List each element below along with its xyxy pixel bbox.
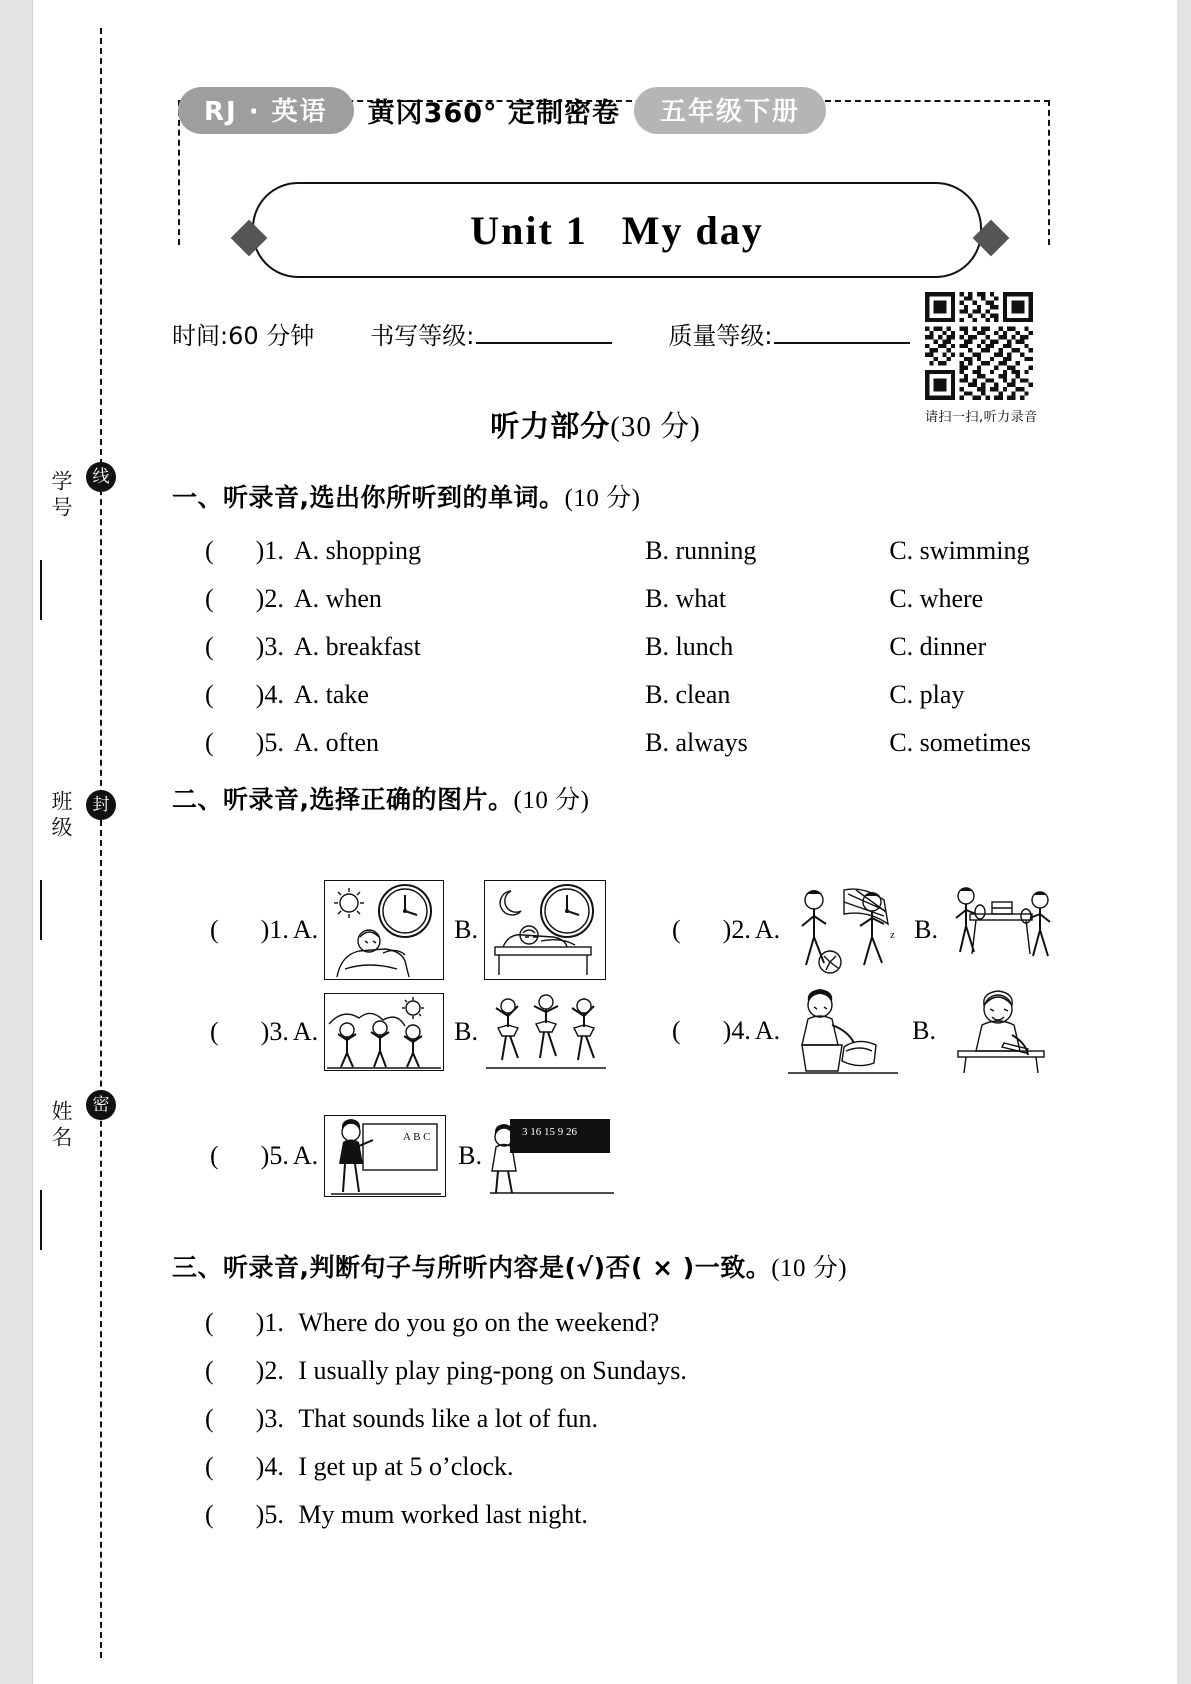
unit-title-main: Unit 1: [470, 207, 588, 253]
option-b-label: B.: [912, 1016, 936, 1045]
writing-grade-label: 书写等级:: [370, 322, 475, 350]
left-margin-strip: [0, 0, 32, 1684]
time-info: 时间:60 分钟: [172, 322, 315, 350]
answer-bracket[interactable]: ( ): [210, 1017, 270, 1046]
listening-part-title: [0, 404, 1191, 445]
sentence-text: Where do you go on the weekend?: [298, 1308, 660, 1337]
question-number: 1.: [264, 1308, 284, 1337]
option-b[interactable]: B. running: [645, 536, 757, 565]
answer-bracket[interactable]: ( ): [205, 1452, 265, 1481]
margin-label-student-id: 学号: [49, 470, 73, 522]
writing-grade-field[interactable]: [370, 316, 612, 351]
qr-code-icon[interactable]: [925, 292, 1033, 400]
brand-title: 黄冈360° 定制密卷: [367, 97, 620, 129]
moon-clock-sleeping-picture[interactable]: [484, 880, 606, 980]
option-c[interactable]: C. where: [889, 584, 984, 613]
question-number: 2.: [731, 915, 751, 944]
option-a-label: A.: [292, 915, 319, 944]
picture-question-2[interactable]: [672, 880, 1064, 980]
margin-label-name: 姓名: [49, 1100, 73, 1152]
sentence-text: I usually play ping-pong on Sundays.: [298, 1356, 687, 1385]
blackboard-numbers-b: 3 16 15 9 26: [521, 1126, 577, 1138]
question-number: 4.: [264, 1452, 284, 1481]
margin-divider-line: [32, 0, 33, 1684]
grade-pill: 五年级下册: [634, 87, 826, 134]
exercise-1-heading-text: 一、听录音,选出你所听到的单词。: [172, 483, 565, 512]
word-choice-row[interactable]: [205, 536, 1065, 584]
question-number: 4.: [731, 1016, 751, 1045]
question-number: 5.: [269, 1141, 289, 1170]
picture-question-5[interactable]: [210, 1115, 618, 1197]
judgement-row[interactable]: [205, 1308, 659, 1338]
answer-bracket[interactable]: ( ): [672, 915, 732, 944]
picture-question-4[interactable]: [672, 985, 1058, 1077]
option-a[interactable]: A. often: [293, 728, 380, 757]
unit-title-sub: My day: [621, 207, 764, 253]
answer-bracket[interactable]: ( ): [672, 1016, 732, 1045]
sunrise-clock-waking-up-picture[interactable]: [324, 880, 444, 980]
option-b-label: B.: [914, 915, 938, 944]
option-a[interactable]: A. when: [293, 584, 382, 613]
word-choice-row[interactable]: [205, 584, 1065, 632]
option-b-label: B.: [454, 915, 478, 944]
right-margin-strip: [1177, 0, 1191, 1684]
option-b-label: B.: [454, 1017, 478, 1046]
question-number: 3.: [264, 1404, 284, 1433]
option-b[interactable]: B. lunch: [645, 632, 734, 661]
question-number: 2.: [264, 584, 284, 613]
word-choice-row[interactable]: [205, 728, 1065, 776]
sentence-text: I get up at 5 o’clock.: [298, 1452, 514, 1481]
answer-bracket[interactable]: ( ): [205, 632, 265, 661]
answer-bracket[interactable]: ( ): [210, 915, 270, 944]
quality-grade-field[interactable]: [668, 316, 910, 351]
judgement-row[interactable]: [205, 1404, 598, 1434]
answer-bracket[interactable]: ( ): [205, 536, 265, 565]
student-id-write-line: [40, 560, 42, 620]
seal-badge-xian: 线: [86, 462, 116, 492]
question-number: 5.: [264, 1500, 284, 1529]
part-title-score: (30 分): [610, 411, 701, 443]
exercise-1-heading: [172, 478, 640, 514]
answer-bracket[interactable]: ( ): [205, 1356, 265, 1385]
seal-dashed-line: [100, 28, 102, 1658]
seal-badge-feng: 封: [86, 790, 116, 820]
exam-info-row: [172, 316, 932, 351]
quality-grade-label: 质量等级:: [668, 322, 773, 350]
teacher-pointing-numbers-picture[interactable]: [488, 1115, 618, 1197]
option-a[interactable]: A. breakfast: [293, 632, 421, 661]
option-c[interactable]: C. play: [889, 680, 965, 709]
exercise-1-score: (10 分): [564, 485, 641, 512]
picture-question-1[interactable]: [210, 880, 606, 980]
blackboard-letters-a: A B C: [403, 1131, 431, 1143]
girl-reading-at-desk-picture[interactable]: [942, 985, 1058, 1077]
teacher-at-blackboard-abc-picture[interactable]: [324, 1115, 446, 1197]
option-c[interactable]: C. sometimes: [889, 728, 1031, 757]
question-number: 2.: [264, 1356, 284, 1385]
word-choice-row[interactable]: [205, 632, 1065, 680]
writing-grade-blank[interactable]: [476, 322, 612, 344]
option-a-label: A.: [754, 915, 781, 944]
answer-bracket[interactable]: ( ): [205, 728, 265, 757]
quality-grade-blank[interactable]: [774, 322, 910, 344]
option-c[interactable]: C. dinner: [889, 632, 987, 661]
answer-bracket[interactable]: ( ): [210, 1141, 270, 1170]
question-number: 3.: [269, 1017, 289, 1046]
option-a[interactable]: A. take: [293, 680, 369, 709]
question-number: 1.: [264, 536, 284, 565]
picture-question-3[interactable]: [210, 990, 610, 1074]
margin-label-class: 班级: [49, 790, 73, 842]
girl-washing-clothes-picture[interactable]: [786, 985, 902, 1077]
word-choice-row[interactable]: [205, 680, 1065, 728]
option-c[interactable]: C. swimming: [889, 536, 1030, 565]
part-title-text: 听力部分: [490, 409, 611, 443]
exercise-2-score: (10 分): [513, 787, 590, 814]
qr-caption: 请扫一扫,听力录音: [925, 410, 1038, 425]
judgement-row[interactable]: [205, 1356, 687, 1386]
exercise-2-heading: [172, 780, 589, 816]
question-number: 3.: [264, 632, 284, 661]
seal-badge-mi: 密: [86, 1090, 116, 1120]
option-a[interactable]: A. shopping: [293, 536, 421, 565]
answer-bracket[interactable]: ( ): [205, 584, 265, 613]
unit-title: [470, 207, 764, 254]
svg-text:z: z: [890, 929, 896, 941]
children-singing-outdoors-picture[interactable]: [324, 993, 444, 1071]
judgement-row[interactable]: [205, 1500, 588, 1530]
judgement-row[interactable]: [205, 1452, 514, 1482]
name-write-line: [40, 1190, 42, 1250]
option-b-label: B.: [458, 1141, 482, 1170]
answer-bracket[interactable]: ( ): [205, 680, 265, 709]
answer-bracket[interactable]: ( ): [205, 1404, 265, 1433]
exercise-3-heading-text: 三、听录音,判断句子与所听内容是(√)否( × )一致。: [172, 1253, 772, 1282]
option-b[interactable]: B. always: [645, 728, 748, 757]
children-playing-table-tennis-picture[interactable]: [944, 880, 1064, 980]
subject-pill: RJ · 英语: [178, 87, 354, 134]
class-write-line: [40, 880, 42, 940]
girls-dancing-picture[interactable]: [484, 990, 610, 1074]
children-playing-football-picture[interactable]: [786, 880, 906, 980]
answer-bracket[interactable]: ( ): [205, 1500, 265, 1529]
unit-title-box: [252, 182, 982, 278]
option-a-label: A.: [292, 1141, 319, 1170]
question-number: 4.: [264, 680, 284, 709]
exercise-2-heading-text: 二、听录音,选择正确的图片。: [172, 785, 514, 814]
option-b[interactable]: B. what: [645, 584, 727, 613]
option-a-label: A.: [292, 1017, 319, 1046]
option-b[interactable]: B. clean: [645, 680, 731, 709]
exercise-3-score: (10 分): [771, 1255, 848, 1282]
sentence-text: My mum worked last night.: [298, 1500, 588, 1529]
answer-bracket[interactable]: ( ): [205, 1308, 265, 1337]
sentence-text: That sounds like a lot of fun.: [298, 1404, 599, 1433]
exercise-3-heading: [172, 1248, 847, 1284]
header-brand-row: [178, 86, 1058, 134]
option-a-label: A.: [754, 1016, 781, 1045]
question-number: 5.: [264, 728, 284, 757]
question-number: 1.: [269, 915, 289, 944]
